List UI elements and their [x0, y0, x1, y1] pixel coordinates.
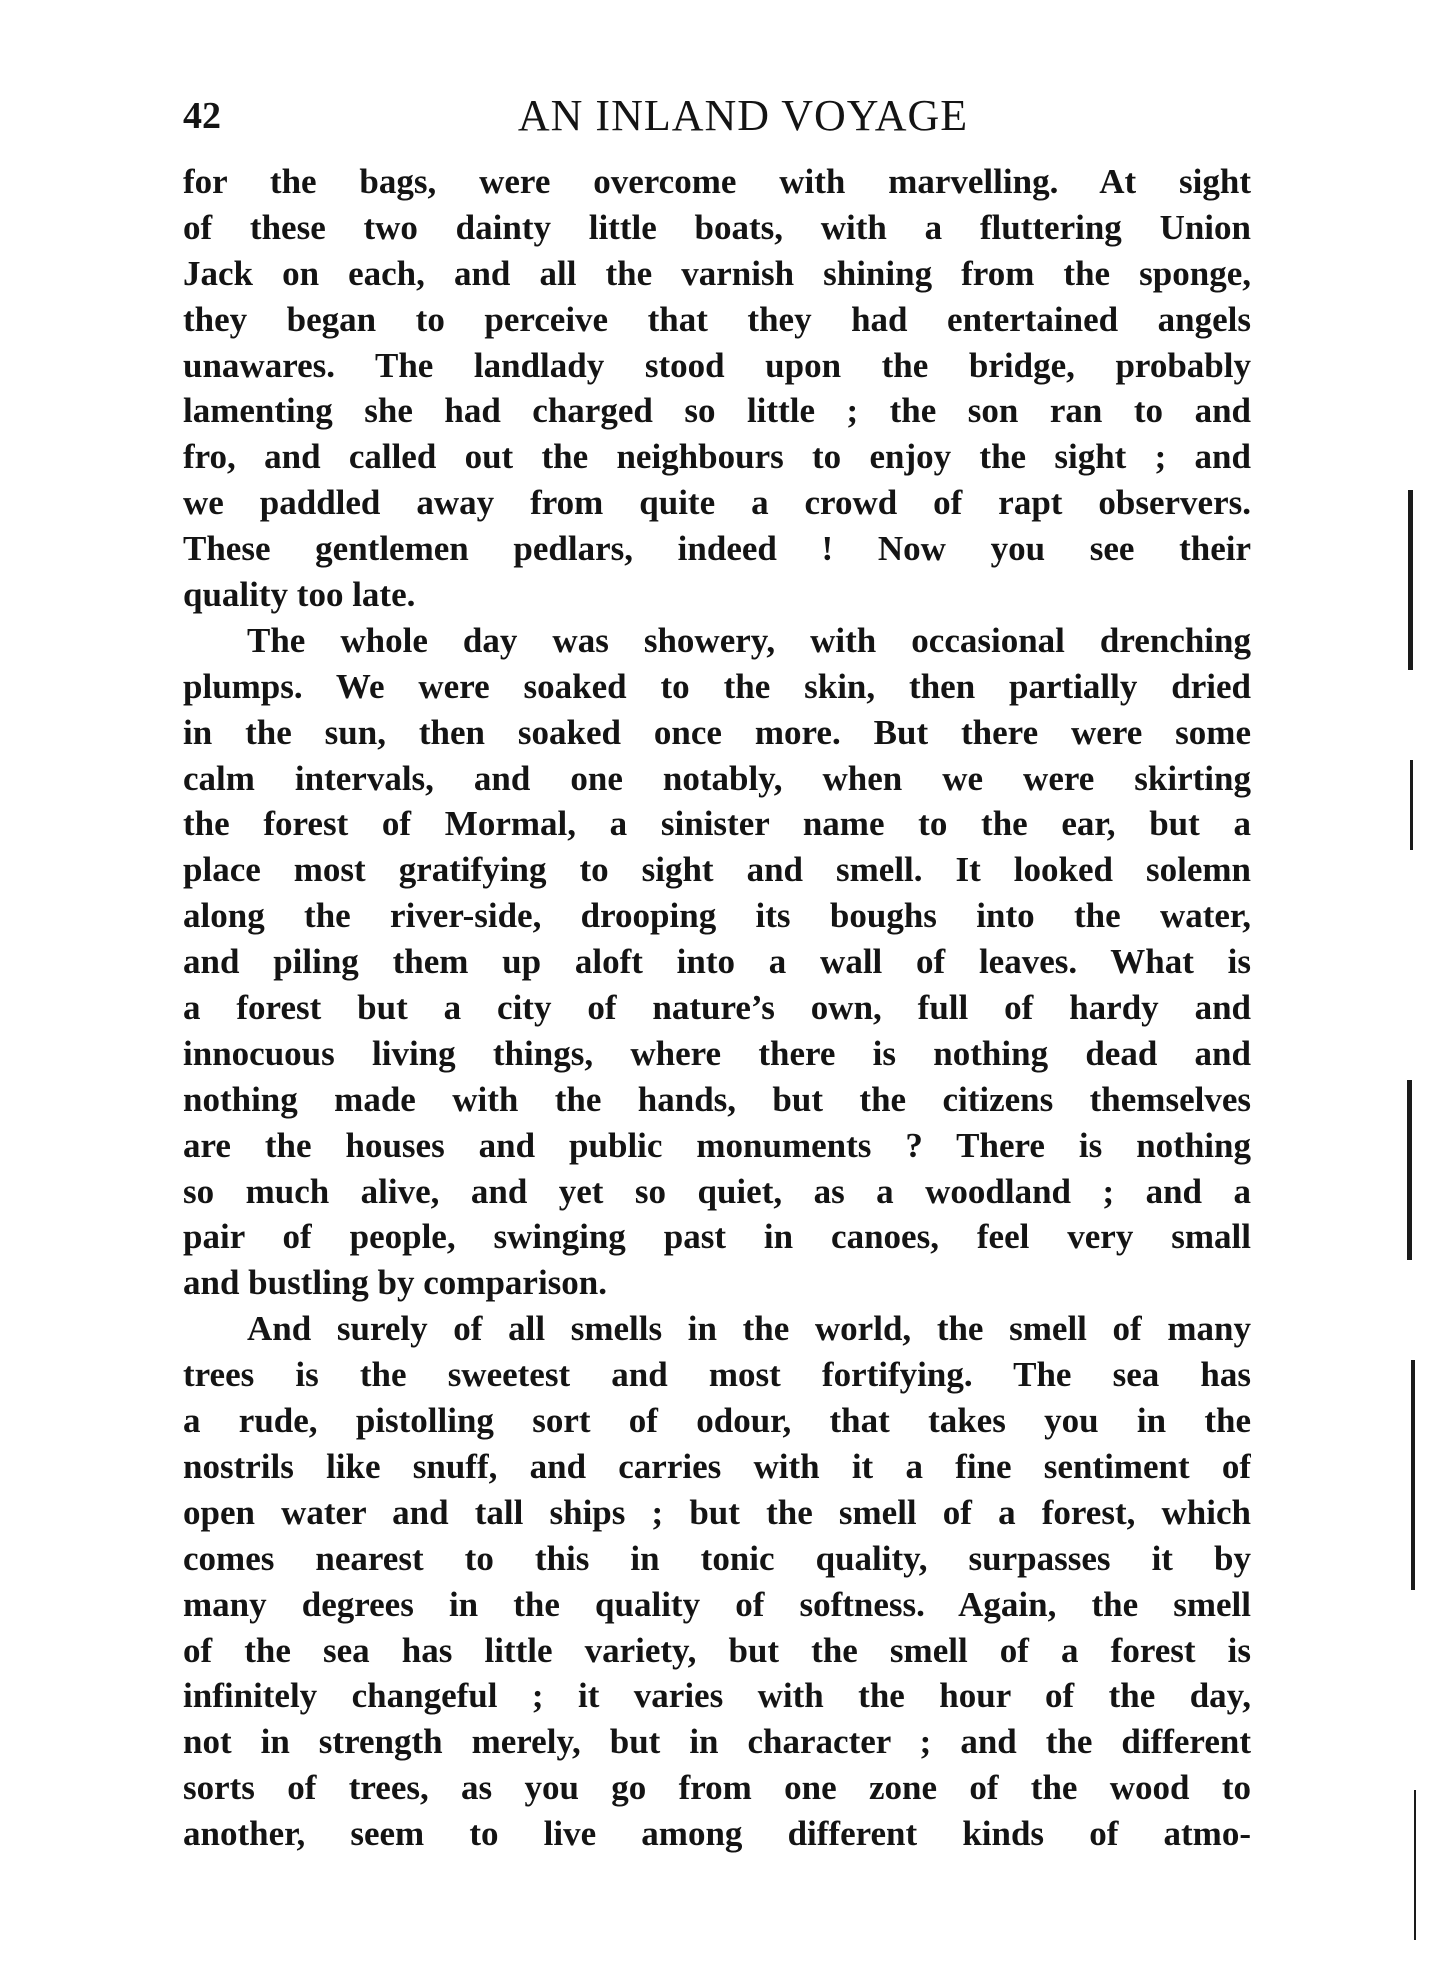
- text-line: of the sea has little variety, but the smell of a forest is: [183, 1630, 1251, 1670]
- text-line: These gentlemen pedlars, indeed ! Now you see their: [183, 529, 1251, 569]
- running-title: AN INLAND VOYAGE: [517, 91, 969, 140]
- body-text: [183, 159, 1251, 1857]
- text-line: for the bags, were overcome with marvelling. At sight: [183, 162, 1251, 201]
- running-head: [183, 88, 1250, 144]
- paragraph-start-line: The whole day was showery, with occasional drenching: [247, 620, 1251, 660]
- text-line: lamenting she had charged so little ; the son ran to and: [183, 391, 1251, 431]
- text-line: another, seem to live among different kinds of atmo-: [183, 1814, 1251, 1854]
- text-line: fro, and called out the neighbours to enjoy the sight ; and: [183, 437, 1251, 477]
- paragraph-start-line: And surely of all smells in the world, the smell of many: [247, 1309, 1251, 1349]
- text-line: nothing made with the hands, but the citizens themselves: [183, 1079, 1251, 1119]
- text-line: unawares. The landlady stood upon the bridge, probably: [183, 345, 1251, 385]
- text-line: many degrees in the quality of softness. Again, the smell: [183, 1584, 1251, 1624]
- text-line: they began to perceive that they had entertained angels: [183, 299, 1251, 339]
- text-line: the forest of Mormal, a sinister name to the ear, but a: [183, 804, 1251, 844]
- text-line: are the houses and public monuments ? There is nothing: [183, 1125, 1251, 1165]
- paragraph-end-line: and bustling by comparison.: [183, 1263, 608, 1303]
- text-line: a forest but a city of nature’s own, full of hardy and: [183, 988, 1251, 1028]
- text-line: calm intervals, and one notably, when we were skirting: [183, 758, 1251, 798]
- text-line: along the river-side, drooping its boughs into the water,: [183, 896, 1251, 936]
- text-line: nostrils like snuff, and carries with it a fine sentiment of: [183, 1446, 1251, 1486]
- text-line: in the sun, then soaked once more. But there were some: [183, 712, 1251, 752]
- text-line: we paddled away from quite a crowd of rapt observers.: [183, 483, 1251, 523]
- text-line: infinitely changeful ; it varies with the hour of the day,: [183, 1676, 1251, 1716]
- text-line: a rude, pistolling sort of odour, that takes you in the: [183, 1401, 1251, 1441]
- text-line: of these two dainty little boats, with a fluttering Union: [183, 207, 1251, 247]
- text-line: pair of people, swinging past in canoes, feel very small: [183, 1217, 1251, 1257]
- text-line: place most gratifying to sight and smell. It looked solemn: [183, 850, 1251, 890]
- text-line: innocuous living things, where there is nothing dead and: [183, 1033, 1251, 1073]
- text-line: and piling them up aloft into a wall of leaves. What is: [183, 942, 1251, 982]
- text-line: plumps. We were soaked to the skin, then partially dried: [183, 666, 1251, 706]
- text-line: comes nearest to this in tonic quality, surpasses it by: [183, 1538, 1251, 1578]
- page-number: 42: [183, 95, 221, 137]
- text-line: open water and tall ships ; but the smell of a forest, which: [183, 1492, 1251, 1532]
- text-line: Jack on each, and all the varnish shining from the sponge,: [183, 253, 1251, 293]
- text-line: so much alive, and yet so quiet, as a woodland ; and a: [183, 1171, 1251, 1211]
- text-line: not in strength merely, but in character ; and the different: [183, 1722, 1251, 1762]
- text-line: sorts of trees, as you go from one zone of the wood to: [183, 1768, 1251, 1808]
- paragraph-end-line: quality too late.: [183, 575, 416, 615]
- text-line: trees is the sweetest and most fortifying. The sea has: [183, 1355, 1251, 1395]
